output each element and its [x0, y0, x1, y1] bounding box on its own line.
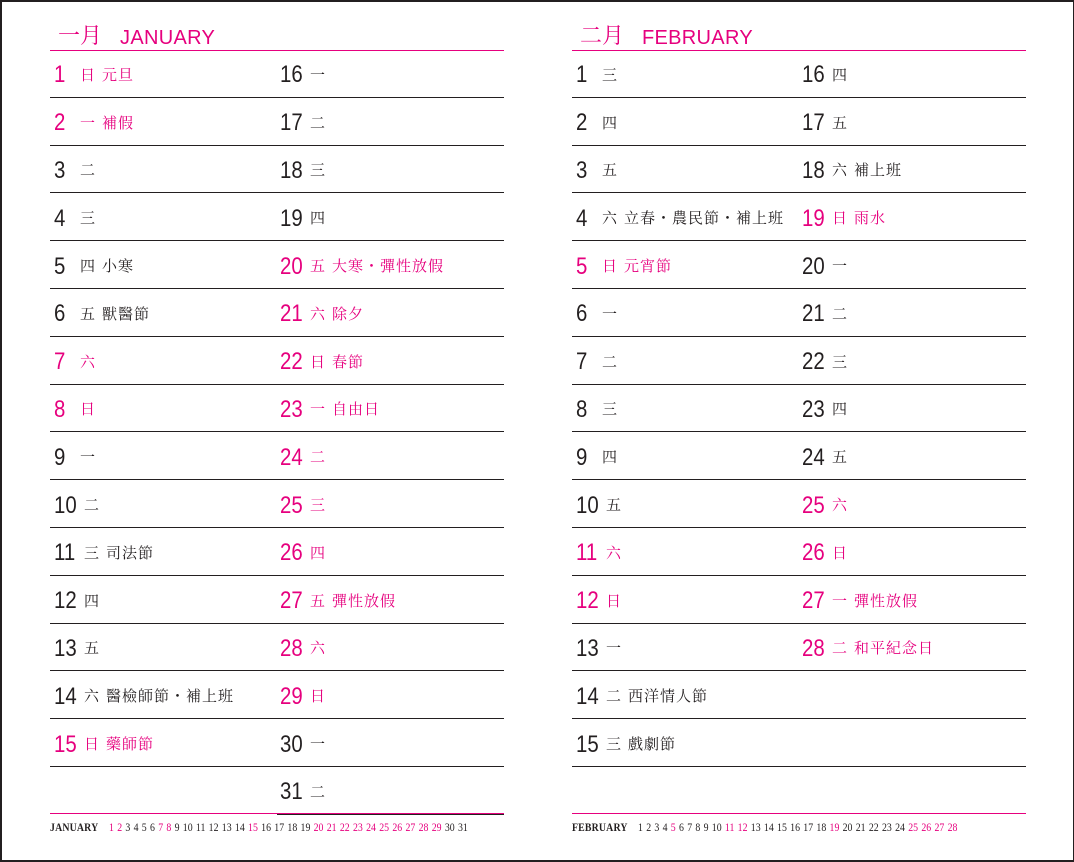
weekday-label: 一 [310, 400, 326, 419]
weekday-label: 六 [80, 352, 96, 371]
day-column-1 [50, 50, 277, 767]
weekday-label: 日 [84, 735, 100, 754]
day-number: 18 [802, 156, 825, 184]
day-row [50, 671, 277, 719]
day-row [572, 671, 799, 719]
weekday-label: 日 [832, 209, 848, 228]
mini-calendar-day: 16 [790, 819, 801, 834]
mini-calendar-day: 14 [763, 819, 774, 834]
day-column-1 [572, 50, 799, 767]
weekday-label: 一 [832, 591, 848, 610]
mini-calendar-day: 25 [379, 819, 390, 834]
weekday-label: 日 [832, 543, 848, 562]
weekday-label: 六 [310, 304, 326, 323]
day-number: 4 [54, 204, 66, 232]
day-row [277, 432, 504, 480]
weekday-label: 六 [602, 209, 618, 228]
mini-calendar-day: 28 [418, 819, 429, 834]
day-number: 9 [576, 443, 588, 471]
day-number: 3 [576, 156, 588, 184]
weekday-label: 三 [832, 352, 848, 371]
day-row [277, 50, 504, 98]
day-row [50, 337, 277, 385]
day-number: 7 [54, 348, 66, 376]
day-number: 16 [280, 61, 303, 89]
holiday-note: 元宵節 [624, 257, 673, 276]
holiday-note: 司法節 [106, 543, 155, 562]
holiday-note: 藥師節 [106, 735, 155, 754]
day-number: 29 [280, 682, 303, 710]
mini-calendar-day: 2 [646, 819, 652, 834]
day-row [572, 289, 799, 337]
day-number: 18 [280, 156, 303, 184]
day-row [572, 193, 799, 241]
day-number: 1 [54, 61, 66, 89]
weekday-label: 二 [84, 496, 100, 515]
mini-calendar-day: 13 [221, 819, 232, 834]
day-row [572, 432, 799, 480]
mini-calendar-day: 14 [234, 819, 245, 834]
day-column-2 [277, 50, 504, 815]
weekday-label: 一 [80, 113, 96, 132]
day-number: 23 [802, 395, 825, 423]
mini-calendar-day: 18 [816, 819, 827, 834]
day-row [799, 576, 1026, 624]
weekday-label: 六 [310, 639, 326, 658]
holiday-note: 大寒・彈性放假 [332, 257, 445, 276]
weekday-label: 四 [310, 543, 326, 562]
mini-calendar-day: 12 [737, 819, 748, 834]
day-row [277, 480, 504, 528]
weekday-label: 四 [832, 65, 848, 84]
weekday-label: 三 [602, 65, 618, 84]
day-number: 31 [280, 778, 303, 806]
mini-calendar-strip [572, 819, 1026, 835]
mini-calendar-day: 7 [158, 819, 164, 834]
weekday-label: 二 [310, 448, 326, 467]
mini-calendar-day: 27 [934, 819, 945, 834]
day-row [799, 337, 1026, 385]
day-row [50, 289, 277, 337]
day-number: 1 [576, 61, 588, 89]
weekday-label: 四 [602, 113, 618, 132]
day-row [572, 624, 799, 672]
weekday-label: 六 [84, 687, 100, 706]
holiday-note: 雨水 [854, 209, 887, 228]
day-number: 2 [54, 109, 66, 137]
mini-calendar-day: 30 [444, 819, 455, 834]
day-row [799, 50, 1026, 98]
weekday-label: 日 [602, 257, 618, 276]
weekday-label: 四 [602, 448, 618, 467]
day-row [277, 767, 504, 815]
month-title-en: FEBRUARY [642, 27, 753, 49]
day-number: 22 [280, 348, 303, 376]
holiday-note: 元旦 [102, 65, 135, 84]
mini-calendar-day: 21 [326, 819, 337, 834]
day-number: 26 [280, 539, 303, 567]
mini-calendar-day: 6 [149, 819, 155, 834]
mini-calendar-day: 18 [287, 819, 298, 834]
day-number: 14 [576, 682, 599, 710]
day-number: 4 [576, 204, 588, 232]
day-number: 11 [576, 539, 598, 567]
day-number: 20 [280, 252, 303, 280]
weekday-label: 五 [80, 304, 96, 323]
holiday-note: 西洋情人節 [628, 687, 709, 706]
day-row [50, 98, 277, 146]
day-row [799, 289, 1026, 337]
weekday-label: 二 [602, 352, 618, 371]
day-number: 27 [280, 587, 303, 615]
mini-calendar-day: 4 [133, 819, 139, 834]
footer-divider [50, 813, 504, 814]
weekday-label: 三 [310, 161, 326, 180]
day-number: 21 [280, 300, 303, 328]
february-page [572, 0, 1026, 862]
day-number: 25 [802, 491, 825, 519]
day-row [50, 193, 277, 241]
weekday-label: 一 [80, 448, 96, 467]
mini-calendar-day: 4 [662, 819, 668, 834]
mini-calendar-day: 22 [868, 819, 879, 834]
mini-calendar-day: 19 [829, 819, 840, 834]
day-row [799, 385, 1026, 433]
mini-calendar-day: 3 [125, 819, 131, 834]
day-row [572, 98, 799, 146]
day-row [799, 480, 1026, 528]
month-title-en: JANUARY [120, 27, 216, 49]
mini-calendar-day: 1 [638, 819, 643, 834]
mini-calendar-day: 5 [670, 819, 676, 834]
weekday-label: 一 [606, 639, 622, 658]
day-number: 6 [54, 300, 66, 328]
mini-calendar-day: 12 [208, 819, 219, 834]
mini-calendar-day: 31 [457, 819, 468, 834]
day-number: 3 [54, 156, 66, 184]
holiday-note: 春節 [332, 352, 365, 371]
day-columns [572, 50, 1026, 815]
day-number: 24 [280, 443, 303, 471]
day-row [799, 719, 1026, 767]
day-number: 19 [280, 204, 303, 232]
holiday-note: 補假 [102, 113, 135, 132]
weekday-label: 五 [310, 591, 326, 610]
mini-calendar-day: 10 [711, 819, 722, 834]
mini-calendar-day: 8 [695, 819, 701, 834]
mini-calendar-day: 23 [882, 819, 892, 834]
holiday-note: 除夕 [332, 304, 365, 323]
weekday-label: 一 [602, 304, 618, 323]
day-number: 14 [54, 682, 77, 710]
day-row [572, 719, 799, 767]
holiday-note: 獸醫節 [102, 304, 151, 323]
mini-calendar-day: 9 [174, 819, 180, 834]
day-row [572, 528, 799, 576]
day-row [799, 146, 1026, 194]
day-row [277, 719, 504, 767]
weekday-label: 二 [310, 782, 326, 801]
mini-calendar-day: 9 [703, 819, 709, 834]
mini-calendar-day: 15 [777, 819, 787, 834]
weekday-label: 五 [310, 257, 326, 276]
day-number: 16 [802, 61, 825, 89]
mini-calendar-day: 1 [108, 819, 114, 834]
mini-calendar-day: 5 [141, 819, 147, 834]
mini-calendar-day: 2 [117, 819, 123, 834]
day-number: 22 [802, 348, 825, 376]
day-number: 24 [802, 443, 825, 471]
day-number: 27 [802, 587, 825, 615]
weekday-label: 一 [310, 65, 326, 84]
day-number: 15 [54, 730, 77, 758]
day-number: 7 [576, 348, 588, 376]
month-title-zh: 二月 [580, 24, 625, 49]
day-row [572, 480, 799, 528]
day-number: 20 [802, 252, 825, 280]
mini-calendar-month-label: FEBRUARY [572, 819, 628, 834]
month-title-zh: 一月 [58, 24, 103, 49]
day-row [277, 146, 504, 194]
day-number: 11 [54, 539, 76, 567]
mini-calendar-day: 16 [261, 819, 271, 834]
day-row [277, 528, 504, 576]
mini-calendar-day: 20 [842, 819, 853, 834]
day-number: 28 [802, 634, 825, 662]
weekday-label: 一 [832, 257, 848, 276]
day-row [799, 98, 1026, 146]
weekday-label: 五 [602, 161, 618, 180]
weekday-label: 五 [84, 639, 100, 658]
day-row [277, 289, 504, 337]
day-number: 9 [54, 443, 66, 471]
weekday-label: 四 [80, 257, 96, 276]
day-row [572, 576, 799, 624]
day-column-2 [799, 50, 1026, 767]
holiday-note: 彈性放假 [854, 591, 919, 610]
month-header [50, 24, 504, 51]
mini-calendar-day: 8 [166, 819, 172, 834]
mini-calendar-day: 17 [274, 819, 285, 834]
mini-calendar-month-label: JANUARY [50, 819, 99, 834]
day-number: 12 [54, 587, 77, 615]
holiday-note: 醫檢師節・補上班 [106, 687, 235, 706]
day-row [50, 241, 277, 289]
mini-calendar-day: 17 [803, 819, 814, 834]
weekday-label: 二 [606, 687, 622, 706]
day-row [799, 193, 1026, 241]
weekday-label: 三 [80, 209, 96, 228]
day-row [572, 146, 799, 194]
day-number: 17 [802, 109, 825, 137]
day-row [50, 480, 277, 528]
weekday-label: 日 [310, 687, 326, 706]
weekday-label: 五 [606, 496, 622, 515]
day-number: 21 [802, 300, 825, 328]
day-number: 8 [576, 395, 588, 423]
mini-calendar-day: 21 [855, 819, 866, 834]
day-row [50, 146, 277, 194]
day-row [277, 98, 504, 146]
weekday-label: 五 [832, 448, 848, 467]
mini-calendar-day: 23 [352, 819, 363, 834]
mini-calendar-days [109, 820, 471, 835]
day-number: 5 [54, 252, 66, 280]
mini-calendar-days [638, 820, 961, 835]
day-number: 10 [54, 491, 77, 519]
holiday-note: 立春・農民節・補上班 [624, 209, 785, 228]
footer-divider [572, 813, 1026, 814]
weekday-label: 日 [80, 400, 96, 419]
day-number: 13 [54, 634, 77, 662]
january-page [50, 0, 504, 862]
mini-calendar-day: 24 [366, 819, 376, 834]
weekday-label: 四 [832, 400, 848, 419]
weekday-label: 日 [606, 591, 622, 610]
weekday-label: 六 [832, 496, 848, 515]
day-row [799, 528, 1026, 576]
day-number: 6 [576, 300, 588, 328]
day-row [572, 337, 799, 385]
day-number: 23 [280, 395, 303, 423]
day-number: 17 [280, 109, 303, 137]
day-number: 15 [576, 730, 599, 758]
mini-calendar-day: 27 [405, 819, 416, 834]
day-row [799, 624, 1026, 672]
weekday-label: 五 [832, 113, 848, 132]
day-row [277, 671, 504, 719]
day-number: 8 [54, 395, 66, 423]
day-row [50, 528, 277, 576]
day-row [277, 193, 504, 241]
day-row [799, 432, 1026, 480]
mini-calendar-day: 10 [182, 819, 193, 834]
day-number: 13 [576, 634, 599, 662]
holiday-note: 和平紀念日 [854, 639, 935, 658]
day-row [799, 671, 1026, 719]
day-row [277, 624, 504, 672]
day-number: 12 [576, 587, 599, 615]
day-number: 5 [576, 252, 588, 280]
weekday-label: 三 [84, 543, 100, 562]
mini-calendar-day: 13 [750, 819, 761, 834]
day-number: 28 [280, 634, 303, 662]
weekday-label: 二 [832, 304, 848, 323]
mini-calendar-day: 19 [300, 819, 311, 834]
mini-calendar-strip [50, 819, 504, 835]
weekday-label: 六 [606, 543, 622, 562]
day-row [277, 241, 504, 289]
mini-calendar-day: 28 [947, 819, 958, 834]
mini-calendar-day: 22 [339, 819, 350, 834]
weekday-label: 日 [80, 65, 96, 84]
mini-calendar-day: 7 [687, 819, 693, 834]
day-row [50, 385, 277, 433]
day-row [277, 385, 504, 433]
mini-calendar-day: 20 [313, 819, 324, 834]
weekday-label: 三 [606, 735, 622, 754]
mini-calendar-day: 6 [679, 819, 684, 834]
day-row [50, 432, 277, 480]
day-row [50, 719, 277, 767]
mini-calendar-day: 26 [392, 819, 403, 834]
day-number: 10 [576, 491, 599, 519]
weekday-label: 三 [602, 400, 618, 419]
mini-calendar-day: 29 [431, 819, 442, 834]
month-header [572, 24, 1026, 51]
day-row [277, 337, 504, 385]
holiday-note: 彈性放假 [332, 591, 397, 610]
day-row [277, 576, 504, 624]
holiday-note: 戲劇節 [628, 735, 677, 754]
weekday-label: 日 [310, 352, 326, 371]
day-row [50, 624, 277, 672]
day-number: 30 [280, 730, 303, 758]
day-row [50, 576, 277, 624]
holiday-note: 小寒 [102, 257, 135, 276]
mini-calendar-day: 24 [895, 819, 905, 834]
day-number: 19 [802, 204, 825, 232]
mini-calendar-day: 11 [195, 819, 206, 834]
day-number: 2 [576, 109, 588, 137]
weekday-label: 二 [80, 161, 96, 180]
day-row [799, 241, 1026, 289]
weekday-label: 一 [310, 735, 326, 754]
weekday-label: 四 [84, 591, 100, 610]
day-row [572, 50, 799, 98]
day-columns [50, 50, 504, 815]
weekday-label: 二 [310, 113, 326, 132]
day-number: 25 [280, 491, 303, 519]
day-row [572, 385, 799, 433]
mini-calendar-day: 11 [724, 819, 735, 834]
mini-calendar-day: 3 [654, 819, 660, 834]
holiday-note: 補上班 [854, 161, 903, 180]
day-number: 26 [802, 539, 825, 567]
weekday-label: 二 [832, 639, 848, 658]
day-row [572, 241, 799, 289]
mini-calendar-day: 25 [908, 819, 919, 834]
holiday-note: 自由日 [332, 400, 381, 419]
mini-calendar-day: 15 [248, 819, 258, 834]
day-row [50, 50, 277, 98]
weekday-label: 四 [310, 209, 326, 228]
mini-calendar-day: 26 [921, 819, 932, 834]
weekday-label: 三 [310, 496, 326, 515]
weekday-label: 六 [832, 161, 848, 180]
